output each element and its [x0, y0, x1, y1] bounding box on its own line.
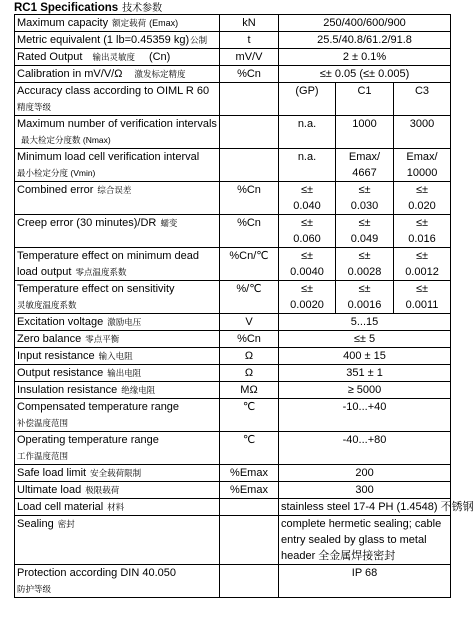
- unit-cell: t: [220, 32, 279, 49]
- value-cell: [394, 215, 451, 248]
- value-line: ≤±: [358, 217, 371, 229]
- unit-cell: mV/V: [220, 49, 279, 66]
- unit-cell: %Emax: [220, 465, 279, 482]
- value-cell: stainless steel 17-4 PH (1.4548) 不锈钢: [279, 499, 451, 516]
- value-line: 0.0020: [290, 299, 324, 311]
- row-label: [15, 15, 220, 32]
- table-row: [15, 565, 451, 598]
- label-cn: 激发标定精度: [134, 69, 186, 79]
- value-line: 0.0011: [405, 299, 439, 311]
- row-label: [15, 49, 220, 66]
- value-cell: 400 ± 15: [279, 348, 451, 365]
- row-label: [15, 516, 220, 565]
- unit-cell: %Cn/℃: [220, 248, 279, 281]
- value-cell: ≥ 5000: [279, 382, 451, 399]
- value-line: 0.0016: [347, 299, 382, 311]
- unit-cell: Ω: [220, 348, 279, 365]
- label-cn: 防护等级: [17, 584, 52, 594]
- label-cn: 极限载荷: [85, 485, 120, 495]
- label-cn: 公制: [190, 35, 208, 45]
- unit-cell: %Cn: [220, 331, 279, 348]
- table-row: [15, 116, 451, 149]
- row-label: [15, 116, 220, 149]
- value-line: 0.0028: [347, 266, 382, 278]
- value-cell: [279, 149, 336, 182]
- value-line: ≤±: [358, 283, 371, 295]
- title-text: RC1 Specifications: [14, 2, 119, 14]
- label-cn: 输出电阻: [107, 368, 142, 378]
- label-extra: (Cn): [148, 51, 171, 63]
- row-label: [15, 83, 220, 116]
- value-line: n.a.: [297, 151, 317, 163]
- label-cn: 精度等级: [17, 102, 52, 112]
- unit-cell: [220, 565, 279, 598]
- row-label: [15, 565, 220, 598]
- row-label: [15, 465, 220, 482]
- table-row: [15, 83, 451, 116]
- table-row: [15, 182, 451, 215]
- label-cn: 最小检定分度 (Vmin): [17, 168, 96, 178]
- value-cell: IP 68: [279, 565, 451, 598]
- value-cell: n.a.: [279, 116, 336, 149]
- label-en: Load cell material: [17, 501, 104, 513]
- row-label: [15, 32, 220, 49]
- label-extra: (Emax): [149, 18, 179, 28]
- row-label: [15, 215, 220, 248]
- value-cell: [336, 281, 394, 314]
- unit-cell: Ω: [220, 365, 279, 382]
- table-row: [15, 215, 451, 248]
- value-line: ≤±: [415, 283, 429, 295]
- unit-cell: %Cn: [220, 215, 279, 248]
- value-cell: [394, 281, 451, 314]
- row-label: [15, 281, 220, 314]
- value-cell: [336, 149, 394, 182]
- label-en: Temperature effect on minimum dead load output: [17, 250, 199, 278]
- value-cell: C3: [394, 83, 451, 116]
- value-line: 0.040: [293, 200, 321, 212]
- label-en: Temperature effect on sensitivity: [17, 283, 175, 295]
- label-en: Insulation resistance: [17, 384, 118, 396]
- unit-cell: [220, 149, 279, 182]
- unit-cell: ℃: [220, 432, 279, 465]
- label-en: Combined error: [17, 184, 94, 196]
- unit-cell: %Emax: [220, 482, 279, 499]
- value-line: 0.049: [350, 233, 379, 245]
- title-cn-text: 技术参数: [122, 3, 163, 14]
- value-cell: (GP): [279, 83, 336, 116]
- row-label: [15, 248, 220, 281]
- label-en: Creep error (30 minutes)/DR: [17, 217, 157, 229]
- value-cell: [336, 215, 394, 248]
- table-row: [15, 516, 451, 565]
- value-cell: 2 ± 0.1%: [279, 49, 451, 66]
- value-cell: 1000: [336, 116, 394, 149]
- label-cn: 输入电阻: [98, 351, 133, 361]
- label-cn: 激励电压: [107, 317, 142, 327]
- value-cell: [279, 281, 336, 314]
- label-cn: 综合误差: [97, 185, 132, 195]
- label-en: Minimum load cell verification interval: [17, 151, 200, 163]
- label-cn: 密封: [57, 519, 75, 529]
- table-row: [15, 281, 451, 314]
- unit-cell: [220, 516, 279, 565]
- table-row: [15, 499, 451, 516]
- value-line: 0.0040: [290, 266, 324, 278]
- value-line: ≤±: [415, 217, 429, 229]
- spec-table: [14, 14, 474, 598]
- label-en: Compensated temperature range: [17, 401, 180, 413]
- label-cn: 零点平衡: [85, 334, 120, 344]
- row-label: [15, 66, 220, 83]
- table-row: [15, 399, 451, 432]
- label-cn: 零点温度系数: [75, 267, 127, 277]
- value-cell: 3000: [394, 116, 451, 149]
- value-cell: [279, 182, 336, 215]
- table-row: [15, 32, 451, 49]
- table-row: [15, 432, 451, 465]
- value-line: ≤±: [415, 250, 429, 262]
- value-line: 0.020: [408, 200, 436, 212]
- label-en: Rated Output: [17, 51, 83, 63]
- value-cell: C1: [336, 83, 394, 116]
- row-label: [15, 482, 220, 499]
- value-cell: [394, 182, 451, 215]
- unit-cell: kN: [220, 15, 279, 32]
- row-label: [15, 499, 220, 516]
- value-cell: 300: [279, 482, 451, 499]
- label-en: Excitation voltage: [17, 316, 104, 328]
- label-cn: 安全载荷限制: [90, 468, 142, 478]
- row-label: [15, 382, 220, 399]
- value-line: 0.0012: [405, 266, 439, 278]
- table-row: [15, 331, 451, 348]
- table-row: [15, 149, 451, 182]
- value-cell: [394, 248, 451, 281]
- label-cn: 灵敏度温度系数: [17, 300, 77, 310]
- label-en: Accuracy class according to OIML R 60: [17, 85, 210, 97]
- label-en: Input resistance: [17, 350, 95, 362]
- row-label: [15, 399, 220, 432]
- table-row: [15, 248, 451, 281]
- label-en: Calibration in mV/V/Ω: [17, 68, 123, 80]
- value-cell: [336, 248, 394, 281]
- value-cell: 5...15: [279, 314, 451, 331]
- value-line: 0.016: [408, 233, 436, 245]
- value-cell: [279, 248, 336, 281]
- row-label: [15, 432, 220, 465]
- label-en: Output resistance: [17, 367, 104, 379]
- table-row: [15, 314, 451, 331]
- value-line: ≤±: [358, 250, 371, 262]
- row-label: [15, 314, 220, 331]
- value-cell: ≤± 0.05 (≤± 0.005): [279, 66, 451, 83]
- table-row: [15, 348, 451, 365]
- label-en: Zero balance: [17, 333, 82, 345]
- label-en: Operating temperature range: [17, 434, 159, 446]
- value-line: Emax/: [348, 151, 381, 163]
- value-line: ≤±: [300, 184, 314, 196]
- label-cn: 额定载荷: [112, 18, 147, 28]
- row-label: [15, 182, 220, 215]
- value-cell: ≤± 5: [279, 331, 451, 348]
- unit-cell: %Cn: [220, 182, 279, 215]
- label-cn: 补偿温度范围: [17, 418, 69, 428]
- value-cell: [336, 182, 394, 215]
- label-en: Maximum capacity: [17, 17, 109, 29]
- unit-cell: [220, 499, 279, 516]
- table-row: [15, 15, 451, 32]
- table-row: [15, 382, 451, 399]
- table-row: [15, 49, 451, 66]
- value-cell: -10...+40: [279, 399, 451, 432]
- value-cell: 25.5/40.8/61.2/91.8: [279, 32, 451, 49]
- label-en: Metric equivalent (1 lb=0.45359 kg): [17, 34, 190, 46]
- table-row: [15, 66, 451, 83]
- value-cell: 250/400/600/900: [279, 15, 451, 32]
- unit-cell: V: [220, 314, 279, 331]
- value-line: 0.030: [350, 200, 379, 212]
- value-cell: -40...+80: [279, 432, 451, 465]
- value-cell: 200: [279, 465, 451, 482]
- label-en: Protection according DIN 40.050: [17, 567, 176, 579]
- value-line: 0.060: [293, 233, 321, 245]
- row-label: [15, 348, 220, 365]
- row-label: [15, 331, 220, 348]
- value-cell: 351 ± 1: [279, 365, 451, 382]
- unit-cell: %/℃: [220, 281, 279, 314]
- table-row: [15, 365, 451, 382]
- table-row: [15, 482, 451, 499]
- value-line: Emax/: [406, 151, 438, 163]
- row-label: [15, 365, 220, 382]
- value-line: ≤±: [300, 283, 314, 295]
- unit-cell: ℃: [220, 399, 279, 432]
- value-line: ≤±: [300, 250, 314, 262]
- value-cell: complete hermetic sealing; cable entry sealed by glass to metal header 全金属焊接密封: [279, 516, 451, 565]
- label-cn: 最大检定分度数 (Nmax): [21, 135, 111, 145]
- unit-cell: [220, 116, 279, 149]
- row-label: [15, 149, 220, 182]
- unit-cell: %Cn: [220, 66, 279, 83]
- value-line: ≤±: [358, 184, 371, 196]
- label-en: Maximum number of verification intervals: [17, 118, 217, 130]
- value-line: 4667: [352, 167, 377, 179]
- label-en: Sealing: [17, 518, 54, 530]
- value-line: ≤±: [415, 184, 429, 196]
- unit-cell: MΩ: [220, 382, 279, 399]
- label-cn: 材料: [107, 502, 125, 512]
- table-row: [15, 465, 451, 482]
- label-cn: 绝缘电阻: [121, 385, 156, 395]
- value-line: ≤±: [300, 217, 314, 229]
- label-en: Safe load limit: [17, 467, 87, 479]
- label-en: Ultimate load: [17, 484, 82, 496]
- unit-cell: [220, 83, 279, 116]
- label-cn: 输出灵敏度: [92, 52, 135, 62]
- value-line: 10000: [406, 167, 438, 179]
- value-cell: [394, 149, 451, 182]
- label-cn: 工作温度范围: [17, 451, 69, 461]
- label-cn: 蠕变: [160, 218, 178, 228]
- value-cell: [279, 215, 336, 248]
